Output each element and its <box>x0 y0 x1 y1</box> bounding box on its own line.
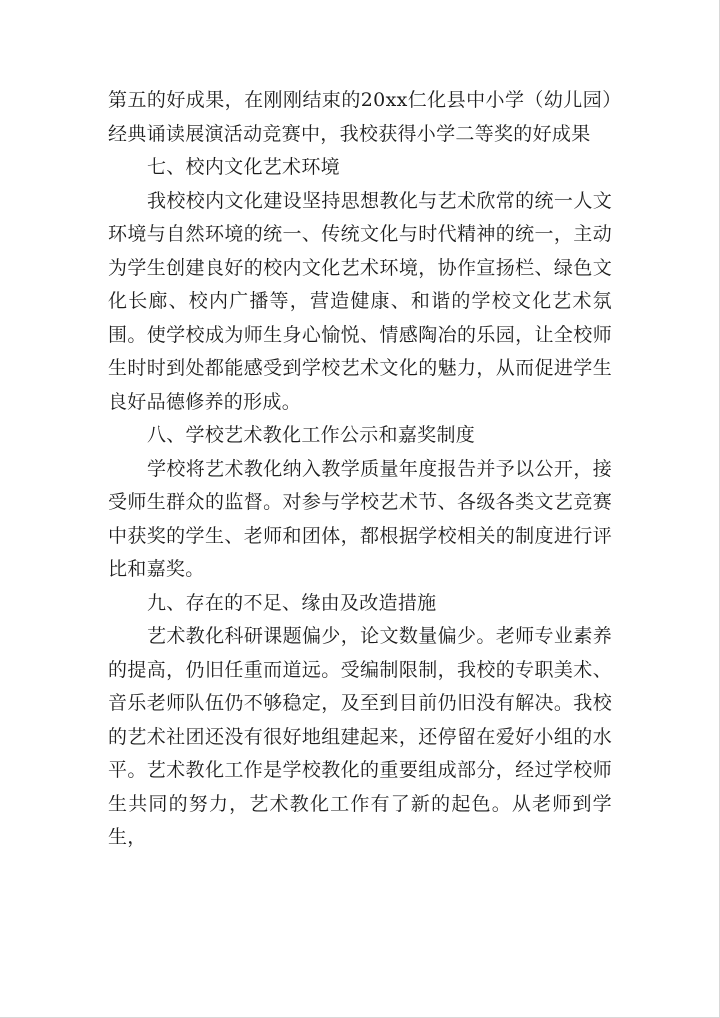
section-heading-9: 九、存在的不足、缘由及改造措施 <box>146 591 437 614</box>
paragraph-continued: 第五的好成果，在刚刚结束的20xx仁化县中小学（幼儿园）经典诵读展演活动竞赛中，我校获得小学二等奖的好成果 <box>108 89 612 145</box>
document-body <box>108 84 612 855</box>
paragraph-publicity-awards: 学校将艺术教化纳入教学质量年度报告并予以公开，接受师生群众的监督。对参与学校艺术节、各级各类文艺竞赛中获奖的学生、老师和团体，都根据学校相关的制度进行评比和嘉奖。 <box>108 457 612 580</box>
section-heading-7: 七、校内文化艺术环境 <box>146 156 340 178</box>
paragraph-campus-culture: 我校校内文化建设坚持思想教化与艺术欣常的统一人文环境与自然环境的统一、传统文化与时代精神的统一，主动为学生创建良好的校内文化艺术环境，协作宣扬栏、绿色文化长廊、校内广播等，营造健康、和谐的学校文化艺术氛围。使学校成为师生身心愉悦、情感陶冶的乐园，让全校师生时时到处都能感受到学校艺术文化的魅力，从而促进学生良好品德修养的形成。 <box>108 189 612 413</box>
paragraph-shortcomings: 艺术教化科研课题偏少，论文数量偏少。老师专业素养的提高，仍旧任重而道远。受编制限制，我校的专职美术、音乐老师队伍仍不够稳定，及至到目前仍旧没有解决。我校的艺术社团还没有很好地组建起来，还停留在爱好小组的水平。艺术教化工作是学校教化的重要组成部分，经过学校师生共同的努力，艺术教化工作有了新的起色。从老师到学生， <box>108 625 612 848</box>
section-heading-8: 八、学校艺术教化工作公示和嘉奖制度 <box>146 424 476 446</box>
